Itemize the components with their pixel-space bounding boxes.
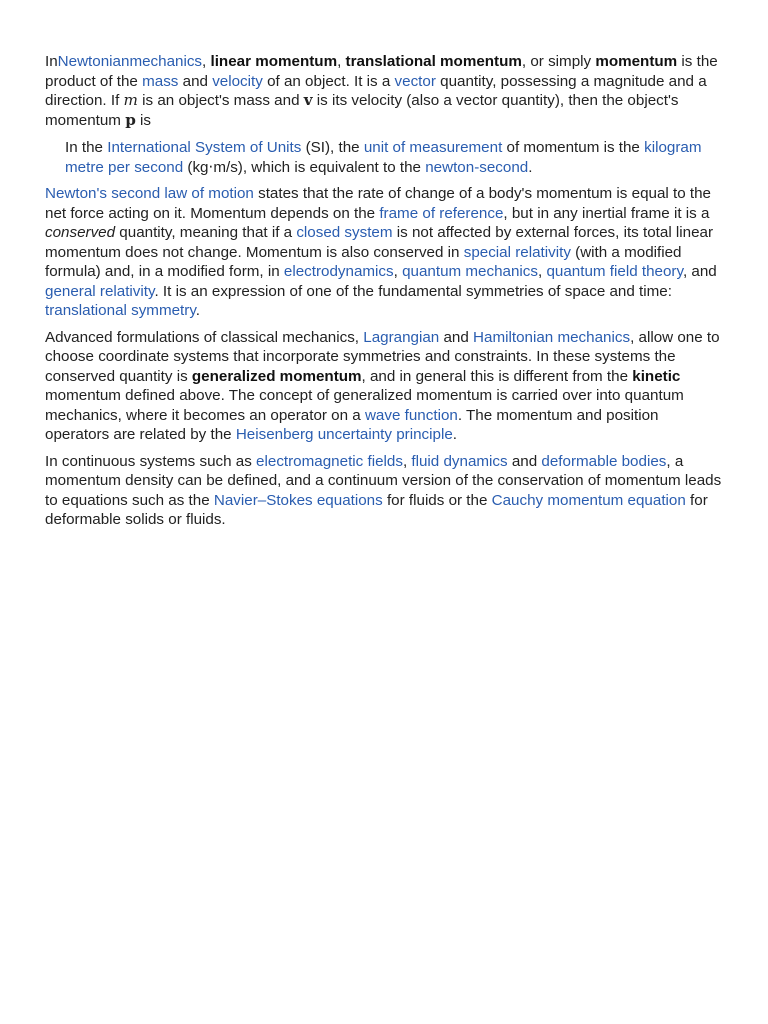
text: is the product of the [45,53,718,90]
link-heisenberg[interactable]: Heisenberg uncertainty principle [235,426,453,443]
text: . It is an expression of one of the fundamental symmetries of space and time: [154,282,672,300]
link-electromagnetic-fields[interactable]: electromagnetic fields [256,452,403,470]
text: . [452,426,458,443]
text: is an object's mass and [137,92,304,109]
text: momentum defined above. The concept of generalized momentum is carried over into quantum mechanics, where it becomes an operator on a [45,387,684,424]
link-newton-second[interactable]: newton-second [425,158,529,176]
text: for fluids or the [382,491,492,509]
text: , [202,53,211,70]
link-quantum-mechanics[interactable]: quantum mechanics [402,263,538,280]
text: , and in general this is different from the [361,367,633,385]
text: of an object. It is a [262,72,395,90]
text: , [393,263,403,280]
text: , but in any inertial frame it is a [503,204,710,222]
link-unit-of-measurement[interactable]: unit of measurement [363,139,503,156]
text: , [402,452,412,470]
text: and [507,452,542,470]
text: Advanced formulations of classical mechanics, [45,328,364,346]
text: , [538,263,547,280]
text: of momentum is the [502,139,645,156]
text: and [178,72,213,90]
link-cauchy-momentum-equation[interactable]: Cauchy momentum equation [491,491,686,509]
text: , or simply [521,53,596,70]
text: is not affected by external forces, its total linear momentum does not change. Momentum is also conserved in [45,224,714,261]
term-momentum: momentum [595,53,678,70]
link-deformable-bodies[interactable]: deformable bodies [541,452,667,470]
text: is [135,111,151,129]
term-linear-momentum: linear momentum [210,53,338,70]
intro-paragraph [45,52,725,130]
link-hamiltonian-mechanics[interactable]: Hamiltonian mechanics [473,328,631,346]
text: . [528,158,533,176]
link-lagrangian[interactable]: Lagrangian [363,328,440,346]
si-units-paragraph [65,138,705,177]
text: (with a modified formula) and, in a modified form, in [45,243,682,280]
text: In [45,53,58,70]
text: states that the rate of change of a body's momentum is equal to the net force acting on it. Momentum depends on the [45,185,711,222]
text: , a momentum density can be defined, and a continuum version of the conservation of momentum leads to equations such as the [45,452,722,509]
link-wave-function[interactable]: wave function [364,406,458,424]
link-special-relativity[interactable]: special relativity [463,243,571,261]
text: (SI), the [301,139,364,156]
second-law-paragraph [45,184,725,321]
text: , [337,53,346,70]
math-p: p [125,110,136,129]
link-electrodynamics[interactable]: electrodynamics [283,263,394,280]
text: (kg⋅m/s), which is equivalent to the [183,158,426,176]
term-translational-momentum: translational momentum [345,53,522,70]
link-velocity[interactable]: velocity [212,72,263,90]
math-v: v [303,91,313,109]
term-kinetic: kinetic [632,367,681,385]
link-newtonian[interactable]: Newtonian [57,53,130,70]
text: . [195,302,201,319]
continuous-systems-paragraph [45,452,725,530]
link-quantum-field-theory[interactable]: quantum field theory [546,263,683,280]
text: quantity, meaning that if a [115,224,297,241]
article-body [45,52,725,537]
link-second-law[interactable]: Newton's second law of motion [45,185,254,202]
link-frame-of-reference[interactable]: frame of reference [379,204,504,222]
link-fluid-dynamics[interactable]: fluid dynamics [411,452,508,470]
link-mechanics[interactable]: mechanics [129,53,203,70]
link-mass[interactable]: mass [142,72,179,90]
text: , and [682,263,717,280]
term-generalized-momentum: generalized momentum [191,367,362,385]
link-general-relativity[interactable]: general relativity [45,282,155,300]
link-translational-symmetry[interactable]: translational symmetry [45,302,196,319]
text: and [439,328,474,346]
text: In continuous systems such as [45,452,257,470]
link-vector[interactable]: vector [394,72,436,90]
link-si[interactable]: International System of Units [107,139,302,156]
link-kilogram-metre-per-second[interactable]: kilogram metre per second [65,139,702,176]
math-m: m [123,91,138,109]
text: for deformable solids or fluids. [45,491,708,528]
advanced-formulations-paragraph [45,328,725,445]
link-navier-stokes[interactable]: Navier–Stokes equations [213,491,383,509]
text: In the [65,139,108,156]
text: , allow one to choose coordinate systems that incorporate symmetries and constraints. In these systems the conserved quantity is [45,328,720,385]
link-closed-system[interactable]: closed system [296,224,393,241]
text: quantity, possessing a magnitude and a direction. If [45,72,707,109]
text: . The momentum and position operators are related by the [45,406,659,443]
text: is its velocity (also a vector quantity), then the object's momentum [45,92,679,129]
term-conserved: conserved [45,224,116,241]
